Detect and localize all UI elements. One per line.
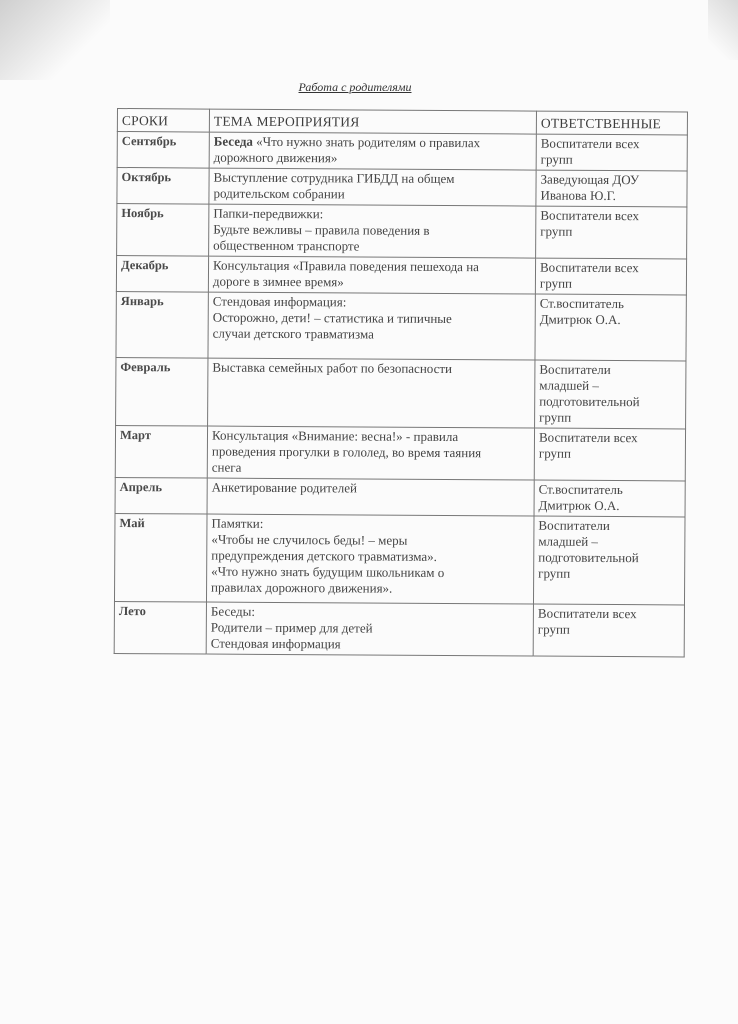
row-topic (209, 204, 536, 258)
row-responsible (535, 258, 686, 295)
topic-line: Осторожно, дети! – статистика и типичные (212, 309, 452, 327)
table-header-row (117, 109, 687, 135)
responsible-line: младшей – (538, 533, 599, 549)
responsible-line: Дмитрюк О.А. (538, 497, 620, 514)
row-month: Сентябрь (117, 132, 209, 169)
topic-line: дороге в зимнее время» (212, 273, 344, 290)
header-topic: ТЕМА МЕРОПРИЯТИЯ (209, 109, 536, 134)
responsible-line: подготовительной (538, 549, 639, 566)
responsible-line: групп (539, 409, 572, 425)
table-body (114, 132, 687, 657)
topic-line: родительском собрании (213, 185, 345, 202)
table-row (117, 204, 687, 259)
responsible-line: Воспитатели всех (540, 207, 640, 224)
topic-line: дорожного движения» (213, 149, 338, 166)
row-responsible (534, 428, 685, 481)
row-responsible (536, 134, 687, 171)
topic-line: Консультация «Правила поведения пешехода на (212, 257, 480, 275)
topic-line: Выступление сотрудника ГИБДД на общем (213, 169, 455, 187)
row-month: Ноябрь (117, 204, 209, 257)
row-topic (208, 358, 535, 428)
topic-line (214, 134, 532, 152)
activity-plan-table (114, 108, 688, 657)
topic-lead: Беседа (213, 133, 253, 149)
responsible-line: Воспитатели всех (539, 259, 639, 276)
topic-line: правилах дорожного движения». (211, 579, 393, 596)
row-month: Декабрь (116, 256, 208, 293)
responsible-line: групп (538, 565, 571, 581)
topic-line: «Чтобы не случилось беды! – меры (211, 531, 408, 548)
scan-corner-shadow-right (708, 0, 738, 60)
topic-line: Консультация «Внимание: весна!» - правила (211, 427, 459, 445)
row-topic (206, 514, 534, 604)
topic-line: общественном транспорте (213, 237, 360, 254)
row-topic (208, 256, 535, 294)
table-row (116, 357, 686, 428)
table-row (116, 256, 686, 295)
topic-line: Папки-передвижки: (213, 205, 324, 222)
topic-line: Выставка семейных работ по безопасности (212, 359, 453, 377)
topic-line: Родители – пример для детей (210, 619, 373, 636)
topic-line: «Что нужно знать будущим школьникам о (211, 563, 445, 581)
responsible-line: Иванова Ю.Г. (540, 187, 617, 204)
topic-line: Стендовая информация: (212, 293, 347, 310)
responsible-line: Воспитатели всех (537, 605, 637, 622)
table-row (115, 477, 685, 516)
topic-line: случаи детского травматизма (212, 325, 374, 342)
row-month: Февраль (116, 357, 208, 426)
table-row (114, 601, 684, 656)
responsible-line: Заведующая ДОУ (540, 171, 640, 188)
row-topic (206, 602, 533, 656)
responsible-line: Ст.воспитатель (539, 295, 625, 312)
document-title: Работа с родителями (298, 80, 412, 94)
row-month: Январь (116, 291, 208, 358)
topic-line: проведения прогулки в гололед, во время таяния (211, 443, 482, 461)
responsible-line: Дмитрюк О.А. (539, 311, 621, 328)
topic-line: Беседы: (210, 603, 256, 619)
table-row (117, 132, 687, 171)
responsible-line: групп (538, 445, 572, 461)
row-month: Март (115, 425, 207, 478)
responsible-line: Ст.воспитатель (538, 481, 623, 498)
header-period: СРОКИ (117, 109, 209, 133)
row-responsible (534, 480, 685, 517)
row-topic (209, 168, 536, 206)
row-responsible (535, 360, 686, 429)
responsible-line: младшей – (539, 377, 599, 393)
responsible-line: групп (540, 151, 573, 167)
responsible-line: подготовительной (539, 393, 640, 410)
row-month: Лето (114, 601, 206, 654)
row-month: Май (114, 513, 207, 602)
row-responsible (533, 604, 684, 657)
scan-corner-shadow (0, 0, 110, 80)
row-topic (207, 478, 534, 516)
table-row (117, 168, 687, 207)
responsible-line: групп (540, 223, 573, 239)
row-topic (209, 132, 536, 170)
responsible-line: Воспитатели всех (538, 429, 638, 446)
topic-text: «Что нужно знать родителям о правилах (252, 133, 481, 151)
topic-line: Памятки: (211, 515, 264, 531)
topic-line: Будьте вежливы – правила поведения в (213, 221, 430, 238)
row-month: Апрель (115, 477, 207, 514)
topic-line: снега (211, 459, 242, 475)
row-responsible (533, 516, 685, 605)
row-topic (207, 426, 534, 480)
row-responsible (535, 294, 686, 361)
responsible-line: Воспитатели (538, 517, 610, 534)
table-row (116, 291, 686, 360)
row-month: Октябрь (117, 168, 209, 205)
table-row (114, 513, 685, 604)
topic-line: Анкетирование родителей (211, 479, 358, 496)
topic-line: Стендовая информация (210, 635, 341, 652)
responsible-line: Воспитатели всех (540, 135, 640, 152)
row-responsible (536, 170, 687, 207)
header-responsible: ОТВЕТСТВЕННЫЕ (536, 111, 687, 135)
responsible-line: Воспитатели (539, 361, 611, 378)
table-row (115, 425, 685, 480)
responsible-line: групп (537, 621, 570, 637)
responsible-line: групп (539, 275, 573, 291)
row-responsible (536, 206, 687, 259)
topic-line: предупреждения детского травматизма». (211, 547, 437, 564)
row-topic (208, 292, 535, 360)
